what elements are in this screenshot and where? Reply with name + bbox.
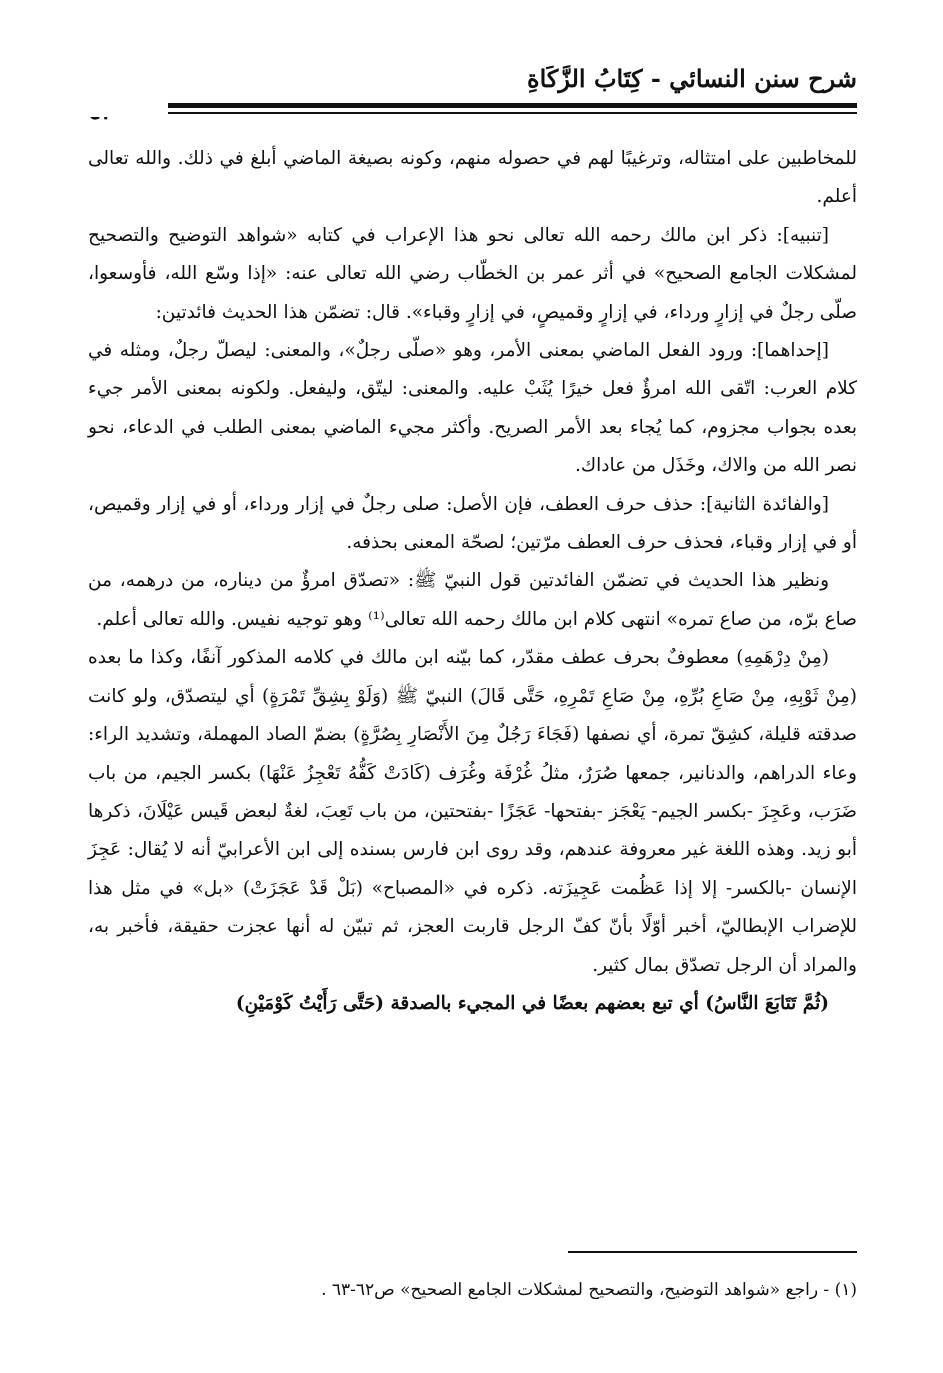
paragraph-final: (ثُمَّ تَتَابَعَ النَّاسُ) أي تبع بعضهم بعضًا في المجيء بالصدقة (حَتَّى رَأَيْتُ كَوْمَيْنِ) bbox=[235, 992, 829, 1014]
paragraph-second-benefit: [والفائدة الثانية]: حذف حرف العطف، فإن الأصل: صلى رجلٌ في إزار ورداء، أو في إزار وقميص، أو في إزار وقباء، فحذف حرف العطف مرّتين؛ لصحّة المعنى بحذفه. bbox=[88, 493, 857, 554]
running-header-title: شرح سنن النسائي - كِتَابُ الزَّكَاةِ bbox=[527, 64, 857, 93]
header-rule-gap bbox=[88, 101, 168, 117]
running-header bbox=[88, 64, 857, 104]
header-rule-thin bbox=[88, 112, 857, 114]
footnote-separator bbox=[568, 1251, 857, 1253]
header-rule-thick bbox=[88, 103, 857, 108]
footnote: (١) - راجع «شواهد التوضيح، والتصحيح لمشكلات الجامع الصحيح» ص٦٢-٦٣ . bbox=[321, 1280, 857, 1300]
paragraph-commentary: (مِنْ دِرْهَمِهِ) معطوفٌ بحرف عطف مقدّر، كما بيّنه ابن مالك في كلامه المذكور آنفًا، وكذا ما بعده (مِنْ ثَوْبِهِ، مِنْ صَاعِ بُرِّهِ، مِنْ صَاعِ تَمْرِهِ، حَتَّى قَالَ) النبيّ ﷺ (وَلَوْ بِشِقِّ تَمْرَةٍ) أي ليتصدّق، ولو كانت صدقته قليلة، كشِقّ تمرة، أي نصفها (فَجَاءَ رَجُلٌ مِنَ الأَنْصَارِ بِصُرَّةٍ) بضمّ الصاد المهملة، وتشديد الراء: وعاء الدراهم، والدنانير، جمعها صُرَرٌ، مثلُ غُرْفَة وغُرَف (كَادَتْ كَفُّهُ تَعْجِزُ عَنْهَا) بكسر الجيم، من باب ضَرَب، وعَجِزَ -بكسر الجيم- يَعْجَز -بفتحها- عَجَزًا -بفتحتين، من باب تَعِبَ، لغةٌ لبعض قَيس عَيْلَانَ، ذكرها أبو زيد. وهذه اللغة غير معروفة عندهم، وقد روى ابن فارس بسنده إلى ابن الأعرابيّ أنه لا يُقال: عَجِزَ الإنسان -بالكسر- إلا إذا عَظُمت عَجِيزَته. ذكره في «المصباح» (بَلْ قَدْ عَجَزَتْ) «بل» في مثل هذا للإضراب الإبطاليّ، أخبر أوّلًا بأنّ كفّ الرجل قاربت العجز، ثم تبيّن له أنها عجزت حقيقة، فأخبر به، والمراد أن الرجل تصدّق بمال كثير. bbox=[88, 647, 857, 976]
paragraph-parallel-hadith: ونظير هذا الحديث في تضمّن الفائدتين قول النبيّ ﷺ: «تصدّق امرؤٌ من ديناره، من درهمه، من صاع برّه، من صاع تمره» انتهى كلام ابن مالك رحمه الله تعالى⁽¹⁾ وهو توجيه نفيس. والله تعالى أعلم. bbox=[88, 570, 857, 630]
paragraph-continuation: للمخاطبين على امتثاله، وترغيبًا لهم في حصوله منهم، وكونه بصيغة الماضي أبلغ في ذلك. والله تعالى أعلم. bbox=[88, 148, 857, 208]
paragraph-first-benefit: [إحداهما]: ورود الفعل الماضي بمعنى الأمر، وهو «صلّى رجلٌ»، والمعنى: ليصلّ رجلٌ، ومثله في كلام العرب: اتّقى الله امرؤٌ فعل خيرًا يُثَبْ عليه. والمعنى: ليتّق، وليفعل. ولكونه بمعنى الأمر جيء بعده بجواب مجزوم، كما يُجاء بعد الأمر الصريح. وأكثر مجيء الماضي بمعنى الطلب في الدعاء، نحو نصر الله من والاك، وخَذَل من عاداك. bbox=[88, 340, 857, 477]
main-text bbox=[88, 140, 857, 1023]
paragraph-note: [تنبيه]: ذكر ابن مالك رحمه الله تعالى نحو هذا الإعراب في كتابه «شواهد التوضيح والتصحيح لمشكلات الجامع الصحيح» في أثر عمر بن الخطّاب رضي الله تعالى عنه: «إذا وسّع الله، فأوسعوا، صلّى رجلٌ في إزارٍ ورداء، في إزارٍ وقميصٍ، في إزارٍ وقباء». قال: تضمّن هذا الحديث فائدتين: bbox=[88, 224, 857, 323]
